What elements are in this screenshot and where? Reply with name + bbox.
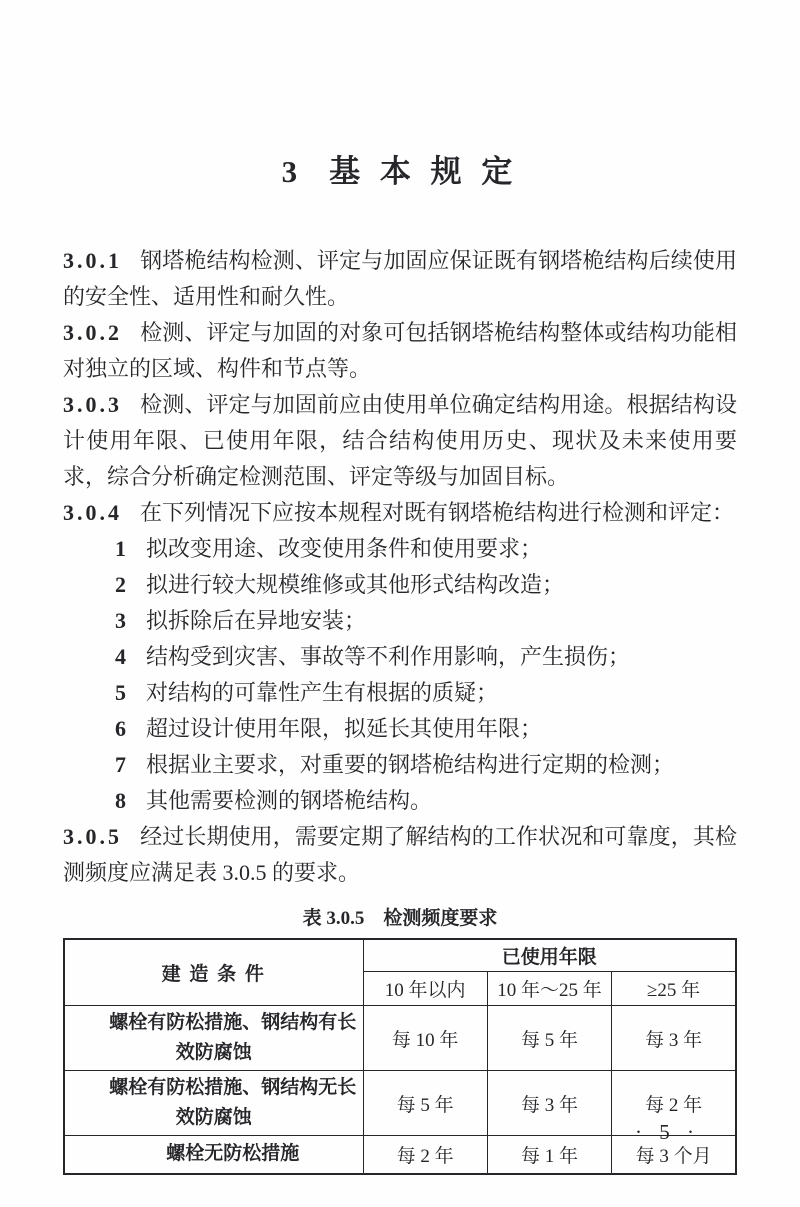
item-number: 1 xyxy=(115,536,126,561)
list-item-1 xyxy=(63,531,737,567)
clause-text: 钢塔桅结构检测、评定与加固应保证既有钢塔桅结构后续使用的安全性、适用性和耐久性。 xyxy=(63,248,737,309)
cell-frequency: 每 2 年 xyxy=(612,1071,736,1136)
header-cell-service-years-group: 已使用年限 xyxy=(363,939,736,972)
clause-text: 经过长期使用，需要定期了解结构的工作状况和可靠度，其检测频度应满足表 3.0.5 的要求。 xyxy=(63,824,737,885)
item-text: 拟改变用途、改变使用条件和使用要求； xyxy=(146,536,543,561)
list-item-5 xyxy=(63,675,737,711)
chapter-number: 3 xyxy=(281,154,304,189)
header-cell-10-to-25-years: 10 年～25 年 xyxy=(487,972,611,1006)
cell-frequency: 每 1 年 xyxy=(487,1136,611,1174)
list-item-2 xyxy=(63,567,737,603)
clause-3-0-4 xyxy=(63,495,737,531)
clause-number: 3.0.1 xyxy=(63,248,122,273)
clause-3-0-1 xyxy=(63,243,737,315)
list-item-3 xyxy=(63,603,737,639)
item-number: 7 xyxy=(115,752,126,777)
clauses-block xyxy=(63,243,737,891)
table-row xyxy=(64,1006,736,1071)
item-number: 4 xyxy=(115,644,126,669)
page-number: · 5 · xyxy=(635,1120,700,1144)
clause-3-0-2 xyxy=(63,315,737,387)
clause-3-0-3 xyxy=(63,387,737,495)
table-caption: 表 3.0.5 检测频度要求 xyxy=(302,908,498,929)
clause-text: 检测、评定与加固前应由使用单位确定结构用途。根据结构设计使用年限、已使用年限，结合结构使用历史、现状及未来使用要求，综合分析确定检测范围、评定等级与加固目标。 xyxy=(63,392,737,489)
cell-frequency: 每 5 年 xyxy=(487,1006,611,1071)
cell-frequency: 每 3 年 xyxy=(612,1006,736,1071)
header-cell-under-10-years: 10 年以内 xyxy=(363,972,487,1006)
cell-condition: 螺栓无防松措施 xyxy=(64,1136,363,1174)
clause-text: 检测、评定与加固的对象可包括钢塔桅结构整体或结构功能相对独立的区域、构件和节点等。 xyxy=(63,320,737,381)
cell-frequency: 每 10 年 xyxy=(363,1006,487,1071)
list-item-6 xyxy=(63,711,737,747)
item-number: 2 xyxy=(115,572,126,597)
chapter-name: 基 本 规 定 xyxy=(329,154,519,189)
clause-3-0-5 xyxy=(63,819,737,891)
chapter-title xyxy=(63,146,737,191)
clause-number: 3.0.5 xyxy=(63,824,122,849)
cell-frequency: 每 3 个月 xyxy=(612,1136,736,1174)
clause-number: 3.0.4 xyxy=(63,500,122,525)
item-text: 对结构的可靠性产生有根据的质疑； xyxy=(146,680,499,705)
clause-number: 3.0.3 xyxy=(63,392,122,417)
list-item-8 xyxy=(63,783,737,819)
item-number: 3 xyxy=(115,608,126,633)
cell-condition: 螺栓有防松措施、钢结构有长效防腐蚀 xyxy=(64,1006,363,1071)
clause-text: 在下列情况下应按本规程对既有钢塔桅结构进行检测和评定： xyxy=(140,500,735,525)
item-number: 5 xyxy=(115,680,126,705)
item-text: 超过设计使用年限，拟延长其使用年限； xyxy=(146,716,543,741)
cell-frequency: 每 3 年 xyxy=(487,1071,611,1136)
clause-number: 3.0.2 xyxy=(63,320,122,345)
cell-frequency: 每 2 年 xyxy=(363,1136,487,1174)
cell-frequency: 每 5 年 xyxy=(363,1071,487,1136)
list-item-7 xyxy=(63,747,737,783)
item-text: 其他需要检测的钢塔桅结构。 xyxy=(146,788,433,813)
item-text: 拟拆除后在异地安装； xyxy=(146,608,367,633)
table-header-row-group xyxy=(64,939,736,972)
item-text: 根据业主要求，对重要的钢塔桅结构进行定期的检测； xyxy=(146,752,675,777)
list-item-4 xyxy=(63,639,737,675)
item-number: 6 xyxy=(115,716,126,741)
header-cell-construction-condition: 建 造 条 件 xyxy=(64,939,363,1006)
item-text: 结构受到灾害、事故等不利作用影响，产生损伤； xyxy=(146,644,631,669)
cell-condition: 螺栓有防松措施、钢结构无长效防腐蚀 xyxy=(64,1071,363,1136)
item-number: 8 xyxy=(115,788,126,813)
item-text: 拟进行较大规模维修或其他形式结构改造； xyxy=(146,572,565,597)
header-cell-over-25-years: ≥25 年 xyxy=(612,972,736,1006)
